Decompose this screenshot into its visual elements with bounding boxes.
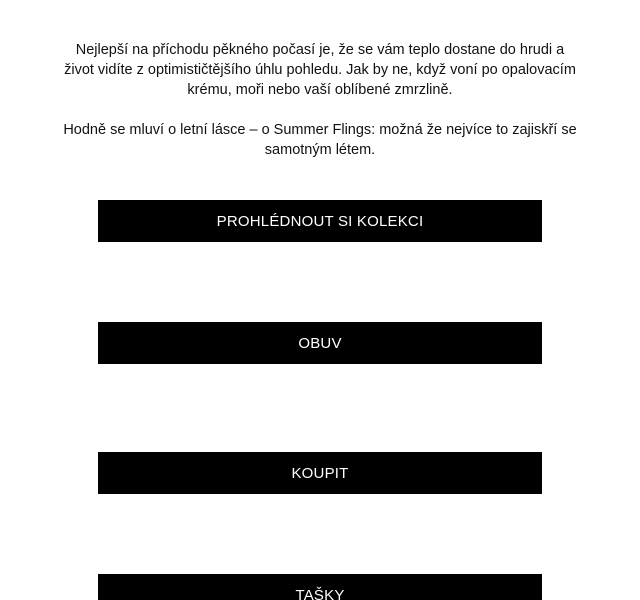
view-collection-button-label: PROHLÉDNOUT SI KOLEKCI xyxy=(216,212,424,230)
buy-button[interactable] xyxy=(98,452,542,494)
bags-button-label: TAŠKY xyxy=(295,586,345,600)
buy-button-label: KOUPIT xyxy=(291,464,349,482)
view-collection-button[interactable] xyxy=(98,200,542,242)
shoes-button[interactable] xyxy=(98,322,542,364)
shoes-button-label: OBUV xyxy=(298,334,342,352)
bags-button[interactable] xyxy=(98,574,542,600)
intro-paragraph-1: Nejlepší na příchodu pěkného počasí je, že se vám teplo dostane do hrudi a život vidíte z optimističtějšího úhlu pohledu. Jak by ne, když voní po opalovacím krému, moři nebo vaší oblíbené zmrzlině. xyxy=(64,42,576,98)
intro-paragraph-2: Hodně se mluví o letní lásce – o Summer Flings: možná že nejvíce to zajiskří se samotným létem. xyxy=(63,122,577,158)
